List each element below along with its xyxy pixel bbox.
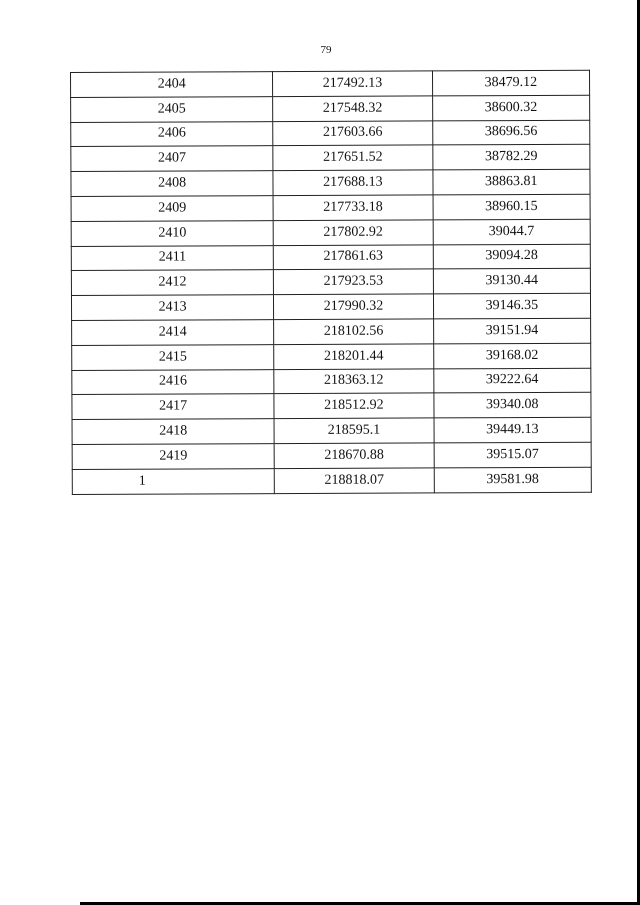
table-row bbox=[71, 244, 590, 271]
y-coordinate-cell: 39581.98 bbox=[434, 467, 591, 492]
x-coordinate-cell: 218595.1 bbox=[274, 418, 433, 443]
table-row bbox=[71, 219, 590, 246]
x-coordinate-cell: 218102.56 bbox=[274, 319, 433, 344]
table-row bbox=[72, 442, 591, 469]
table-row bbox=[72, 467, 591, 494]
page-number: 79 bbox=[320, 44, 332, 56]
point-id-cell: 2416 bbox=[72, 369, 274, 395]
y-coordinate-cell: 39449.13 bbox=[434, 417, 591, 442]
x-coordinate-cell: 217492.13 bbox=[273, 71, 432, 96]
table-row bbox=[71, 95, 590, 122]
table-row bbox=[71, 120, 590, 147]
y-coordinate-cell: 38782.29 bbox=[432, 145, 589, 170]
x-coordinate-cell: 217861.63 bbox=[274, 244, 433, 269]
x-coordinate-cell: 217802.92 bbox=[273, 220, 432, 245]
point-id-cell: 2410 bbox=[71, 220, 273, 246]
coordinates-table-body bbox=[71, 70, 592, 494]
point-id-cell: 2413 bbox=[71, 295, 273, 321]
table-row bbox=[71, 169, 590, 196]
y-coordinate-cell: 39222.64 bbox=[433, 368, 590, 393]
table-row bbox=[72, 368, 591, 395]
x-coordinate-cell: 217651.52 bbox=[273, 145, 432, 170]
y-coordinate-cell: 39168.02 bbox=[433, 343, 590, 368]
x-coordinate-cell: 218818.07 bbox=[274, 468, 433, 493]
point-id-cell: 2405 bbox=[71, 96, 273, 122]
y-coordinate-cell: 38600.32 bbox=[432, 95, 589, 120]
x-coordinate-cell: 217548.32 bbox=[273, 96, 432, 121]
table-row bbox=[71, 145, 590, 172]
table-row bbox=[71, 293, 590, 320]
point-id-cell: 2419 bbox=[72, 444, 274, 470]
point-id-cell: 2414 bbox=[72, 320, 274, 346]
y-coordinate-cell: 39130.44 bbox=[433, 269, 590, 294]
y-coordinate-cell: 38696.56 bbox=[432, 120, 589, 145]
y-coordinate-cell: 39146.35 bbox=[433, 293, 590, 318]
x-coordinate-cell: 218512.92 bbox=[274, 393, 433, 418]
table-row bbox=[71, 194, 590, 221]
y-coordinate-cell: 38960.15 bbox=[433, 194, 590, 219]
y-coordinate-cell: 38479.12 bbox=[432, 70, 589, 95]
table-row bbox=[72, 343, 591, 370]
x-coordinate-cell: 218670.88 bbox=[274, 443, 433, 468]
y-coordinate-cell: 39094.28 bbox=[433, 244, 590, 269]
point-id-cell: 2404 bbox=[71, 72, 273, 98]
point-id-cell: 2409 bbox=[71, 196, 273, 222]
x-coordinate-cell: 217688.13 bbox=[273, 170, 432, 195]
x-coordinate-cell: 217923.53 bbox=[274, 269, 433, 294]
table-row bbox=[72, 393, 591, 420]
point-id-cell: 1 bbox=[72, 468, 274, 494]
table-row bbox=[72, 318, 591, 345]
x-coordinate-cell: 217990.32 bbox=[274, 294, 433, 319]
x-coordinate-cell: 217603.66 bbox=[273, 121, 432, 146]
point-id-cell: 2411 bbox=[71, 245, 273, 271]
table-row bbox=[71, 70, 590, 97]
table-row bbox=[71, 269, 590, 296]
y-coordinate-cell: 39515.07 bbox=[434, 442, 591, 467]
coordinates-table bbox=[70, 70, 592, 495]
table-row bbox=[72, 417, 591, 444]
point-id-cell: 2408 bbox=[71, 171, 273, 197]
y-coordinate-cell: 38863.81 bbox=[433, 169, 590, 194]
point-id-cell: 2406 bbox=[71, 121, 273, 147]
point-id-cell: 2415 bbox=[72, 344, 274, 370]
x-coordinate-cell: 218201.44 bbox=[274, 344, 433, 369]
x-coordinate-cell: 218363.12 bbox=[274, 368, 433, 393]
point-id-cell: 2417 bbox=[72, 394, 274, 420]
x-coordinate-cell: 217733.18 bbox=[273, 195, 432, 220]
y-coordinate-cell: 39151.94 bbox=[433, 318, 590, 343]
point-id-cell: 2412 bbox=[71, 270, 273, 296]
point-id-cell: 2418 bbox=[72, 419, 274, 445]
point-id-cell: 2407 bbox=[71, 146, 273, 172]
y-coordinate-cell: 39044.7 bbox=[433, 219, 590, 244]
y-coordinate-cell: 39340.08 bbox=[434, 393, 591, 418]
